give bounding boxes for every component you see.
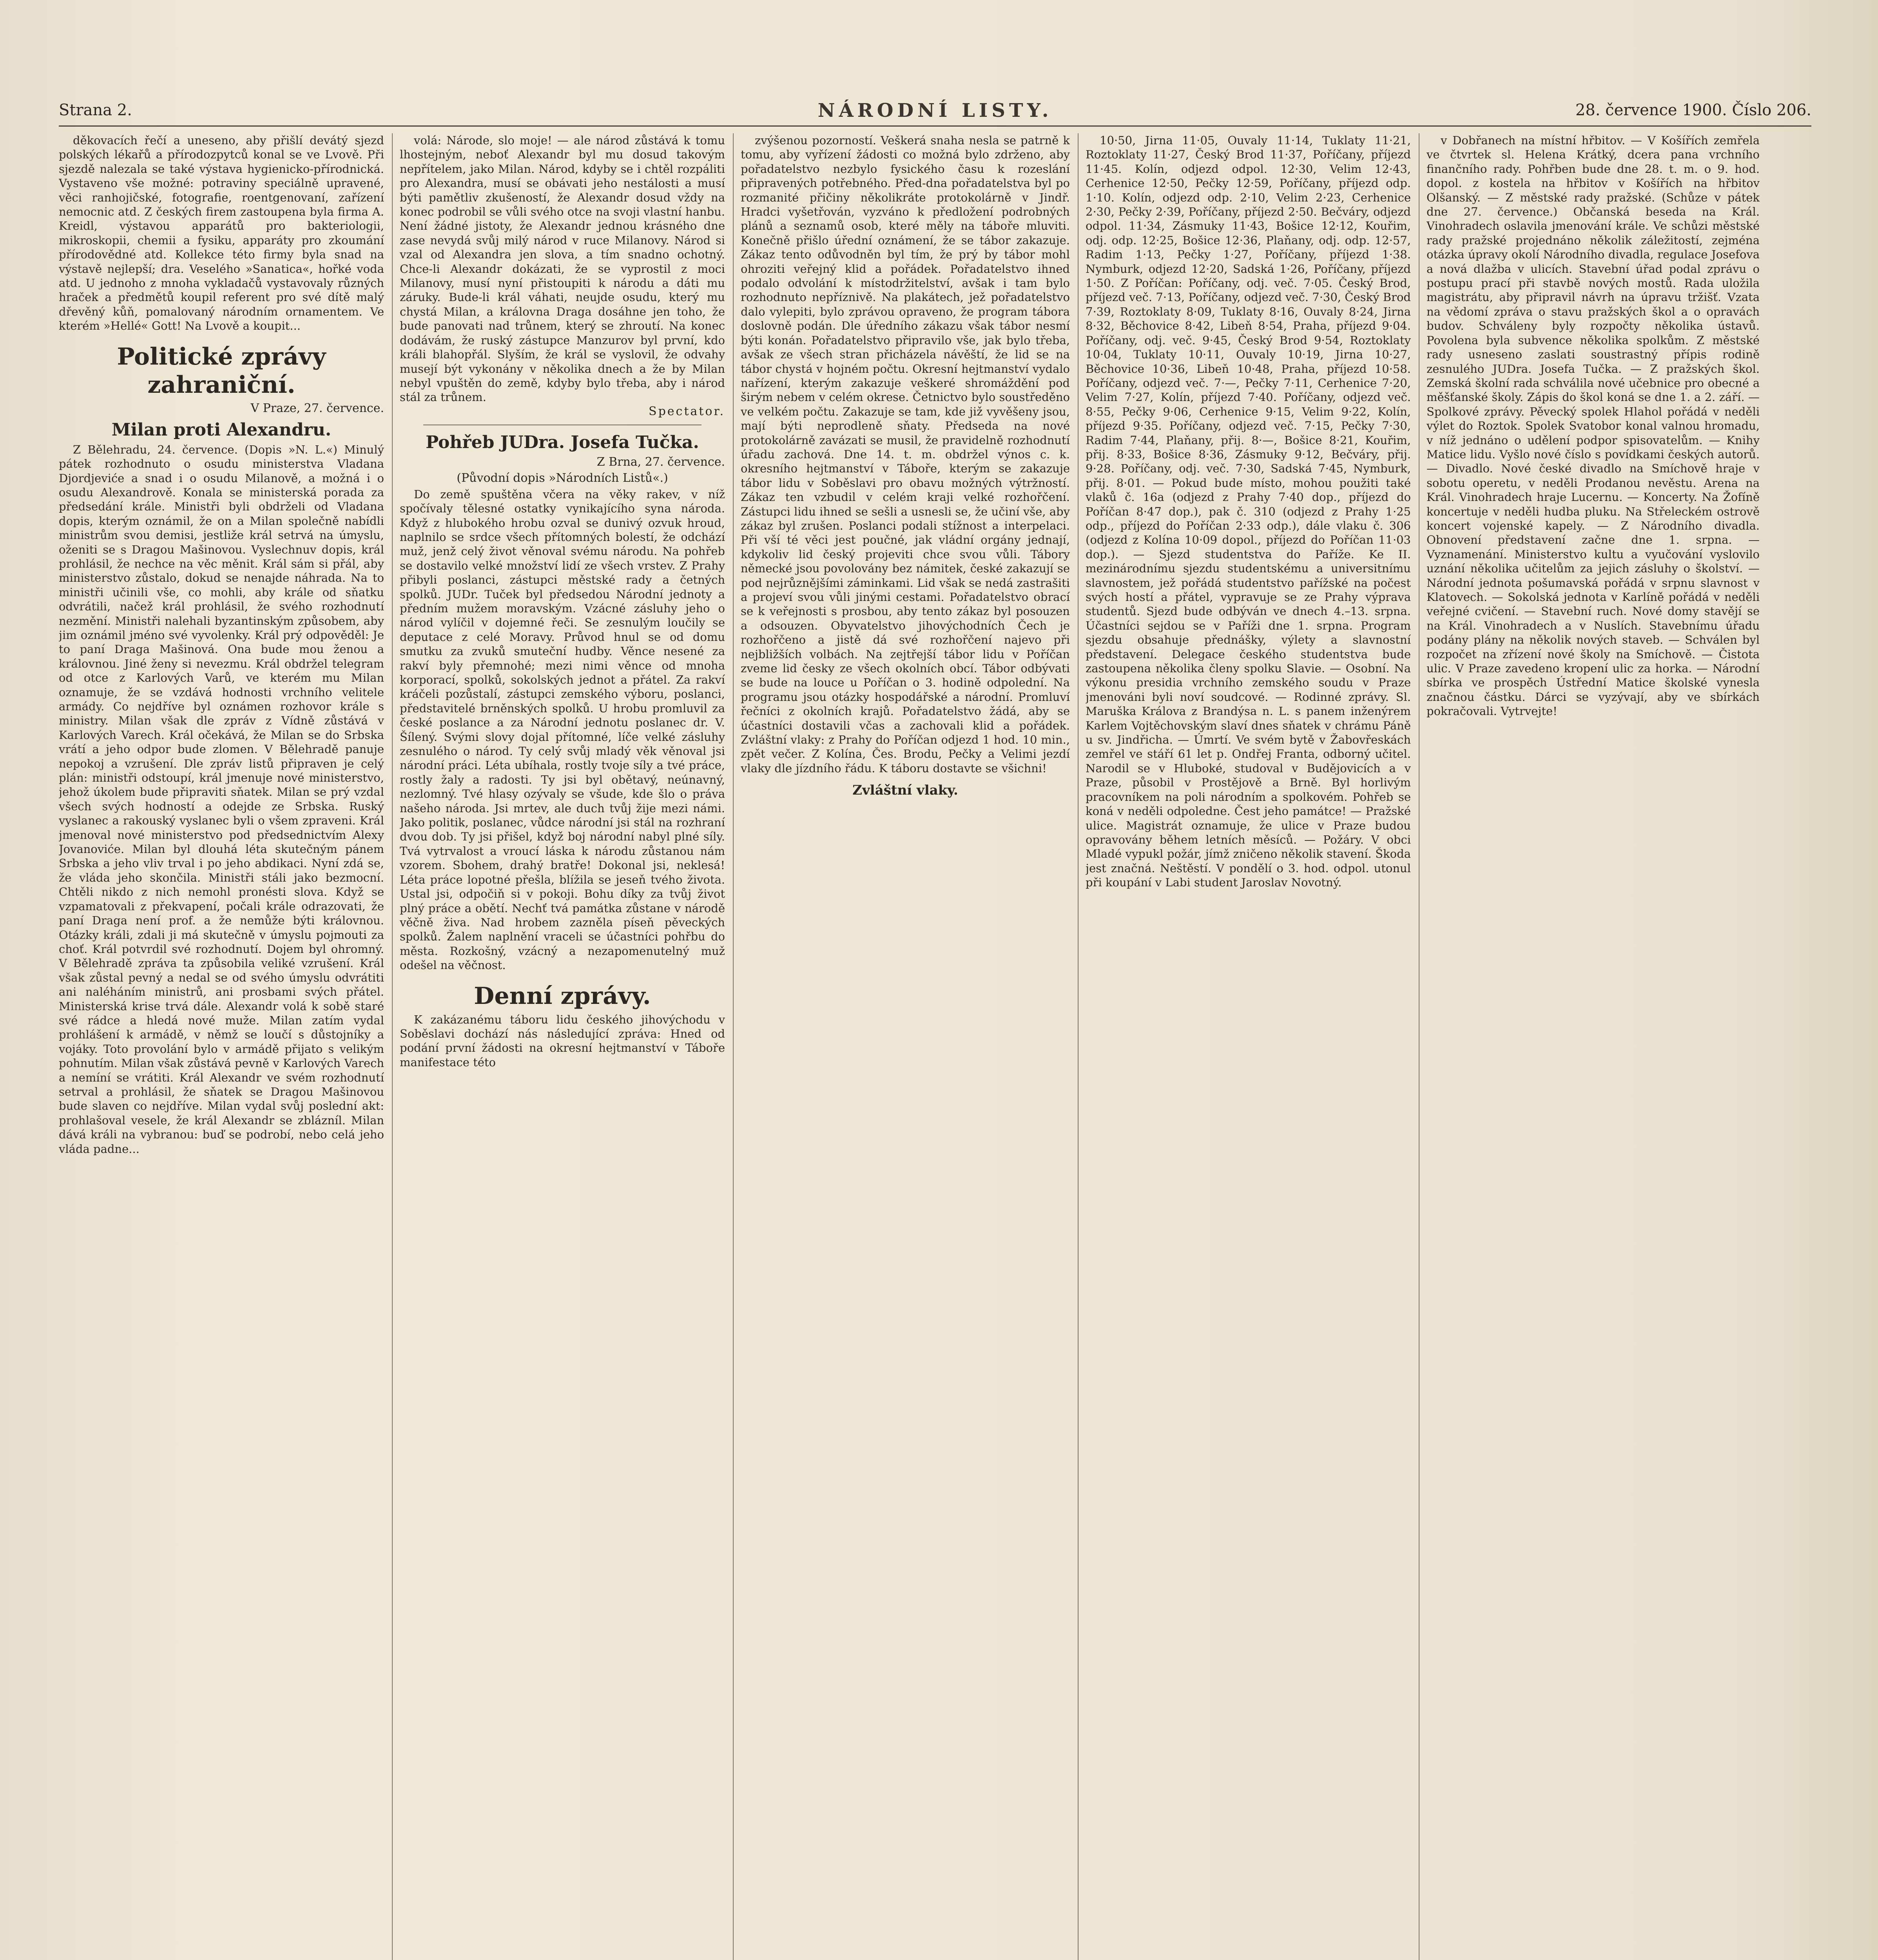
page-number: Strana 2. — [59, 101, 132, 119]
article-text — [741, 133, 1070, 775]
date-issue: 28. července 1900. Číslo 206. — [1575, 101, 1811, 119]
column-rule — [1078, 133, 1079, 1960]
article-text — [59, 133, 384, 333]
column-1 — [59, 133, 384, 1960]
paragraph: volá: Národe, slo moje! — ale národ zůstává k tomu lhostejným, neboť Alexandr byl mu dosud takovým nepřítelem, jako Milan. Národ, kdyby se i chtěl rozpáliti pro Alexandra, musí se obávati jeho nestálosti a musí býti pamětliv zkušeností, že Alexandr dosud vždy na konec podrobil se vůli svého otce na svoji vlastní hanbu. Není žádné jistoty, že Alexandr jednou krásného dne zase nevydá svůj milý národ v ruce Milanovy. Národ si vzal od Alexandra jen slova, a tím snadno ochotný. Chce-li Alexandr dokázati, že se vyprostil z moci Milanovy, musí nyní přistoupiti k národu a dáti mu záruky. Bude-li král váhati, neujde osudu, který mu chystá Milan, a královna Draga dosáhne jen toho, že bude panovati nad trůnem, který se zhroutí. Na konec dodávám, že ruský zástupce Manzurov byl první, kdo králi blahopřál. Slyším, že král se vyslovil, že odvahy musejí být vykonány v několika dnech a že by Milan nebyl vpuštěn do země, kdyby bylo třeba, aby i národ stál za trůnem. — [400, 134, 725, 404]
column-rule — [733, 133, 734, 1960]
section-title: Denní zprávy. — [474, 982, 651, 1010]
paragraph: Z Bělehradu, 24. července. (Dopis »N. L.«) Minulý pátek rozhodnuto o osudu ministerstva Vladana Djordjeviće a snad i o osudu Milanově, a možná i o osudu Alexandrově. Konala se ministerská porada za předsedání krále. Ministři byli obdrželi od Vladana dopis, kterým oznámil, že on a Milan společně nabídli ministrům svou demisi, jestliže král setrvá na úmyslu, oženiti se s Dragou Mašinovou. Vyslechnuv dopis, král prohlásil, že nechce na věc měnit. Král sám si přál, aby ministerstvo zůstalo, dokud se nenajde náhrada. Na to ministři učinili vše, co mohli, aby krále od sňatku odvrátili, načež král prohlásil, že svého rozhodnutí nezmění. Ministři nalehali byzantinským způsobem, aby jim oznámil jméno své vyvolenky. Král prý odpověděl: Je to paní Draga Mašinová. Ona bude mou ženou a královnou. Jiné ženy si nevezmu. Král obdržel telegram od otce z Karlových Varů, ve kterém mu Milan oznamuje, že se vzdává hodnosti vrchního velitele armády. Co nejdříve byl oznámen rozhovor krále s ministry. Milan však dle zpráv z Vídně zůstává v Karlových Varech. Král očekává, že Milan se do Srbska vrátí a jeho odpor bude zlomen. V Bělehradě panuje nepokoj a vzrušení. Dle zpráv listů připraven je celý plán: ministři odstoupí, král jmenuje nové ministerstvo, jehož úkolem bude připraviti sňatek. Milan se prý vzdal všech svých hodností a odejde ze Srbska. Ruský vyslanec a rakouský vyslanec byli o všem zpraveni. Král jmenoval nové ministerstvo pod předsednictvím Alexy Jovanoviće. Milan byl dlouhá léta skutečným pánem Srbska a jeho vliv trval i po jeho abdikaci. Nyní zdá se, že vláda jeho skončila. Ministři stáli jako bezmocní. Chtěli nikdo z nich nemohl pronésti slova. Když se vzpamatovali z překvapení, počali krále odrazovati, že paní Draga není prof. a že nemůže býti královnou. Otázky králi, zdali ji má skutečně v úmyslu pojmouti za choť. Král potvrdil své rozhodnutí. Dojem byl ohromný. V Bělehradě zpráva ta způsobila veliké vzrušení. Král však zůstal pevný a nedal se od svého úmyslu odvrátiti ani naléháním ministrů, ani prosbami svých přátel. Ministerská krise trvá dále. Alexandr volá k sobě staré své rádce a hledá nové muže. Milan zatím vydal prohlášení k armádě, v němž se loučí s důstojníky a vojáky. Toto provolání bylo v armádě přijato s velikým pohnutím. Milan však zůstává pevně v Karlových Varech a nemíní se vrátiti. Král Alexandr ve svém rozhodnutí setrval a prohlásil, že sňatek se Dragou Mašinovou bude slaven co nejdříve. Milan vydal svůj poslední akt: prohlašoval vesele, že král Alexandr se zblázníl. Milan dává králi na vybranou: buď se podrobí, nebo celá jeho vláda padne... — [59, 443, 384, 1156]
section-title: Politické zprávy zahraniční. — [117, 343, 326, 399]
masthead: NÁRODNÍ LISTY. — [818, 100, 1053, 122]
column-2 — [400, 133, 725, 1960]
article-text — [59, 443, 384, 1156]
column-3 — [741, 133, 1070, 1960]
dateline: Z Brna, 27. července. — [596, 455, 725, 469]
column-5 — [1427, 133, 1760, 1960]
source-note: (Původní dopis »Národních Listů«.) — [457, 471, 668, 485]
paragraph: v Dobřanech na místní hřbitov. — V Košířích zemřela ve čtvrtek sl. Helena Krátký, dcera pana vrchního finančního rady. Pohřben bude dne 28. t. m. o 9. hod. dopol. z kostela na hřbitov v Košířích na hřbitov Olšanský. — Z městské rady pražské. (Schůze v pátek dne 27. července.) Občanská beseda na Král. Vinohradech oslavila jmenování krále. Ve schůzi městské rady pražské projednáno několik záležitostí, zejména otázka úpravy okolí Národního divadla, regulace Josefova a nová dlažba v ulicích. Stavební úřad podal zprávu o postupu prací při stavbě nových mostů. Rada uložila magistrátu, aby připravil návrh na úpravu tržišť. Vzata na vědomí zpráva o stavu pražských škol a o opravách budov. Schváleny byly rozpočty několika ústavů. Povolena byla subvence několika spolkům. Z městské rady usneseno zaslati soustrastný přípis rodině zesnulého JUDra. Josefa Tučka. — Z pražských škol. Zemská školní rada schválila nové učebnice pro obecné a měšťanské školy. Zápis do škol koná se dne 1. a 2. září. — Spolkové zprávy. Pěvecký spolek Hlahol pořádá v neděli výlet do Roztok. Spolek Svatobor konal valnou hromadu, v níž jednáno o udělení podpor spisovatelům. — Knihy Matice lidu. Vyšlo nové číslo s povídkami českých autorů. — Divadlo. Nové české divadlo na Smíchově hraje v sobotu operetu, v neděli Prodanou nevěstu. Arena na Král. Vinohradech hraje Lucernu. — Koncerty. Na Žofíně koncertuje v neděli hudba pluku. Na Střeleckém ostrově koncert vojenské kapely. — Z Národního divadla. Obnovení představení začne dne 1. srpna. — Vyznamenání. Ministerstvo kultu a vyučování vyslovilo uznání několika učitelům za jejich zásluhy o školství. — Národní jednota pošumavská pořádá v srpnu slavnost v Klatovech. — Sokolská jednota v Karlíně pořádá v neděli veřejné cvičení. — Stavební ruch. Nové domy stavějí se na Král. Vinohradech a v Nuslích. Stavebnímu úřadu podány plány na několik nových staveb. — Schválen byl rozpočet na zřízení nové školy na Smíchově. — Čistota ulic. V Praze zavedeno kropení ulic za horka. — Národní sbírka ve prospěch Ústřední Matice školské vynesla značnou částku. Dárci se vyzývají, aby ve sbírkách pokračovali. Vytrvejte! — [1427, 134, 1760, 718]
paragraph: 10·50, Jirna 11·05, Ouvaly 11·14, Tuklaty 11·21, Roztoklaty 11·27, Český Brod 11·37, Poříčany, příjezd 11·45. Kolín, odjezd odpol. 12·30, Velim 12·43, Cerhenice 12·50, Pečky 12·59, Poříčany, příjezd odp. 1·10. Kolín, odjezd odp. 2·10, Velim 2·23, Cerhenice 2·30, Pečky 2·39, Poříčany, příjezd 2·50. Bečváry, odjezd odpol. 11·34, Zásmuky 11·43, Bošice 12·12, Kouřim, odj. odp. 12·25, Bošice 12·36, Plaňany, odj. odp. 12·57, Radim 1·13, Pečky 1·27, Poříčany, příjezd 1·38. Nymburk, odjezd 12·20, Sadská 1·26, Poříčany, příjezd 1·50. Z Poříčan: Poříčany, odj. več. 7·05. Český Brod, příjezd več. 7·13, Poříčany, odjezd več. 7·30, Český Brod 7·39, Roztoklaty 8·09, Tuklaty 8·16, Ouvaly 8·24, Jirna 8·32, Běchovice 8·42, Libeň 8·54, Praha, příjezd 9·04. Poříčany, odj. več. 9·45, Český Brod 9·54, Roztoklaty 10·04, Tuklaty 10·11, Ouvaly 10·19, Jirna 10·27, Běchovice 10·36, Libeň 10·48, Praha, příjezd 10·58. Poříčany, odjezd več. 7·—, Pečky 7·11, Cerhenice 7·20, Velim 7·27, Kolín, příjezd 7·40. Poříčany, odjezd več. 8·55, Pečky 9·06, Cerhenice 9·15, Velim 9·22, Kolín, příjezd 9·35. Poříčany, odjezd več. 7·15, Pečky 7·30, Radim 7·44, Plaňany, přij. 8·—, Bošice 8·21, Kouřim, přij. 8·33, Bošice 8·36, Zásmuky 9·12, Bečváry, přij. 9·28. Poříčany, odj. več. 7·30, Sadská 7·45, Nymburk, přij. 8·01. — Pokud bude místo, mohou použiti také vlaků č. 16a (odjezd z Prahy 7·40 dop., příjezd do Poříčan 8·47 dop.), pak č. 310 (odjezd z Prahy 1·25 odp., příjezd do Poříčan 2·33 odp.), dále vlaku č. 306 (odjezd z Kolína 10·09 dopol., příjezd do Poříčan 11·03 dop.). — Sjezd studentstva do Paříže. Ke II. mezinárodnímu sjezdu studentskému a universitnímu slavnostem, jež pořádá studentstvo pařížské na počest svých hostí a přátel, vypravuje se ze Prahy výprava studentů. Sjezd bude odbýván ve dnech 4.–13. srpna. Účastníci sejdou se v Paříži dne 1. srpna. Program sjezdu obsahuje přednášky, výlety a slavnostní představení. Delegace českého studentstva bude zastoupena několika členy spolku Slavie. — Osobní. Na výkonu presidia vrchního zemského soudu v Praze jmenováni byli noví soudcové. — Rodinné zprávy. Sl. Maruška Králova z Brandýsa n. L. s panem inženýrem Karlem Vojtěchovským slaví dnes sňatek v chrámu Páně u sv. Jindřicha. — Úmrtí. Ve svém bytě v Žabovřeskách zemřel ve stáří 61 let p. Ondřej Franta, odborný učitel. Narodil se v Hluboké, studoval v Budějovicích a v Praze, působil v Prostějově a Brně. Byl horlivým pracovníkem na poli národním a spolkovém. Pohřeb se koná v neděli odpoledne. Čest jeho památce! — Pražské ulice. Magistrát oznamuje, že ulice v Praze budou opravovány během letních měsíců. — Požáry. V obci Mladé vypukl požár, jímž zničeno několik stavení. Škoda jest značná. Neštěstí. V pondělí o 3. hod. odpol. utonul při koupání v Labi student Jaroslav Novotný. — [1086, 134, 1411, 889]
dateline: V Praze, 27. července. — [250, 401, 384, 415]
article-text — [400, 487, 725, 973]
signature: Spectator. — [649, 404, 725, 418]
subheading: Zvláštní vlaky. — [852, 782, 958, 799]
article-headline: Milan proti Alexandru. — [111, 419, 332, 440]
page-header — [59, 98, 1811, 127]
article-text — [1086, 133, 1411, 890]
column-4 — [1086, 133, 1411, 1960]
paragraph: zvýšenou pozorností. Veškerá snaha nesla se patrně k tomu, aby vyřízení žádosti co možná bylo zdrženo, aby pořadatelstvo nezbylo fysického času k rozeslání připravených potřebného. Před-dna pořadatelstva byl po rozmanité přičiny několikráte protokolárně v Jindř. Hradci vyšetřován, vyzváno k předložení podrobných plánů a seznamů osob, které měly na táboře mluviti. Konečně přišlo úřední oznámení, že se tábor zakazuje. Zákaz tento odůvodněn byl tím, že prý by tábor mohl ohroziti veřejný klid a pořádek. Pořadatelstvo ihned podalo odvolání k místodržitelství, avšak i tam bylo rozhodnuto nepříznivě. Na plakátech, jež pořadatelstvo dalo vylepiti, bylo zprávou opraveno, že program tábora doslovně podán. Dle úředního zákazu však tábor nesmí býti konán. Pořadatelstvo připravilo vše, jak bylo třeba, avšak ze všech stran přicházela návěští, že lid se na tábor chystá v hojném počtu. Okresní hejtmanství vydalo nařízení, kterým zakazuje veškeré shromáždění pod širým nebem v celém okrese. Četnictvo bylo soustředěno ve velkém počtu. Zakazuje se tam, kde již vyvěšeny jsou, mají býti neprodleně sňaty. Předseda na nové protokolárně zavázati se musil, že pravidelně rozhodnutí úřadu zachová. Dne 14. t. m. obdržel výnos c. k. okresního hejtmanství v Táboře, kterým se zakazuje tábor lidu v Soběslavi pro obavu možných výtržností. Zákaz ten vzbudil v celém kraji velké rozhořčení. Zástupci lidu ihned se sešli a usnesli se, že učiní vše, aby zákaz byl zrušen. Poslanci podali stížnost a interpelaci. Při vší té věci jest poučné, jak vládní orgány jednají, kdykoliv lid český projeviti chce svou vůli. Tábory německé jsou povolovány bez námitek, české zakazují se pod nejrůznějšími záminkami. Lid však se nedá zastrašiti a projeví svou vůli jinými cestami. Pořadatelstvo obrací se k veřejnosti s prosbou, aby tento zákaz byl posouzen a odsouzen. Obyvatelstvo jihovýchodních Čech je rozhořčeno a jistě dá své rozhořčení najevo při nejbližších volbách. Na zejtřejší tábor lidu v Poříčan zveme lid česky ze všech okolních obcí. Tábor odbývati se bude na louce u Poříčan o 3. hodině odpolední. Na programu jsou otázky hospodářské a národní. Promluví řečníci z okolních krajů. Pořadatelstvo žádá, aby se účastníci dostavili včas a zachovali klid a pořádek. Zvláštní vlaky: z Prahy do Poříčan odjezd 1 hod. 10 min., zpět večer. Z Kolína, Čes. Brodu, Pečky a Velimi jezdí vlaky dle jízdního řádu. K táboru dostavte se všichni! — [741, 134, 1070, 775]
paragraph: děkovacích řečí a uneseno, aby přišlí devátý sjezd polských lékařů a přírodozpytců konal se ve Lvově. Při sjezdě nalezala se také výstava hygienicko-přírodnická. Vystaveno vše možné: potraviny speciálně upravené, věci ranhojičské, fotografie, roentgenovaní, zařízení nemocnic atd. Z českých firem zastoupena byla firma A. Kreidl, výstavou apparátů pro bakteriologii, mikroskopii, chemii a fysiku, apparáty pro zkoumání přírodovědné atd. Kollekce této firmy byla snad na výstavě nejlepší; dra. Veselého »Sanatica«, hořké voda atd. U jednoho z mnoha vykladačů vystavovaly různých hraček a předmětů koupil referent pro své dítě malý dřevěný kůň, pomalovaný národním ornamentem. Ve kterém »Hellé« Gott! Na Lvově a koupit... — [59, 134, 384, 333]
article-text — [400, 133, 725, 405]
article-headline: Pohřeb JUDra. Josefa Tučka. — [426, 432, 699, 452]
paragraph: K zakázanému táboru lidu českého jihovýchodu v Soběslavi dochází nás následující zpráva: Hned od podání první žádosti na okresní hejtmanství v Táboře manifestace této — [400, 1013, 725, 1069]
article-text — [1427, 133, 1760, 719]
paragraph: Do země spuštěna včera na věky rakev, v níž spočívaly tělesné ostatky vynikajícího syna národa. Když z hlubokého hrobu ozval se dunivý ozvuk hroud, naplnilo se srdce všech přítomných bolestí, že odchází muž, jenž celý život věnoval svému národu. Na pohřeb se dostavilo velké množství lidí ze všech vrstev. Z Prahy přibyli poslanci, zástupci městské rady a četných spolků. JUDr. Tuček byl předsedou Národní jednoty a předním mužem moravským. Vzácné zásluhy jeho o národ vylíčil v dojemné řeči. Se zesnulým loučily se deputace z celé Moravy. Průvod hnul se od domu smutku za zvuků smuteční hudby. Věnce nesené za rakví byly přemnohé; mezi nimi věnce od mnoha korporací, spolků, sokolských jednot a přátel. Za rakví kráčeli pozůstalí, zástupci zemského výboru, poslanci, představitelé brněnských spolků. U hrobu promluvil za české poslance a za Národní jednotu poslanec dr. V. Šílený. Svými slovy dojal přítomné, líče velké zásluhy zesnulého o národ. Ty celý svůj mladý věk věnoval jsi národní práci. Léta ubíhala, rostly tvoje síly a tvé práce, rostly žaly a radosti. Ty jsi byl obětavý, neúnavný, nezlomný. Tvé hlasy ozývaly se všude, kde šlo o práva našeho národa. Jsi mrtev, ale duch tvůj žije mezi námi. Jako politik, poslanec, vůdce národní jsi stál na rozhraní dvou dob. Ty jsi přišel, když boj národní nabyl plné síly. Tvá vytrvalost a vroucí láska k národu zůstanou nám vzorem. Sbohem, drahý bratře! Dokonal jsi, neklesá! Léta práce lopotné přešla, blížila se jeseň tvého života. Ustal jsi, odpočiň si v pokoji. Bohu díky za tvůj život plný práce a obětí. Nechť tvá památka zůstane v národě věčně živa. Nad hrobem zazněla píseň pěveckých spolků. Žalem naplnění vraceli se účastníci pohřbu do města. Rozkošný, vzácný a nezapomenutelný muž odešel na věčnost. — [400, 487, 725, 972]
article-text — [400, 1013, 725, 1070]
column-rule — [392, 133, 393, 1960]
